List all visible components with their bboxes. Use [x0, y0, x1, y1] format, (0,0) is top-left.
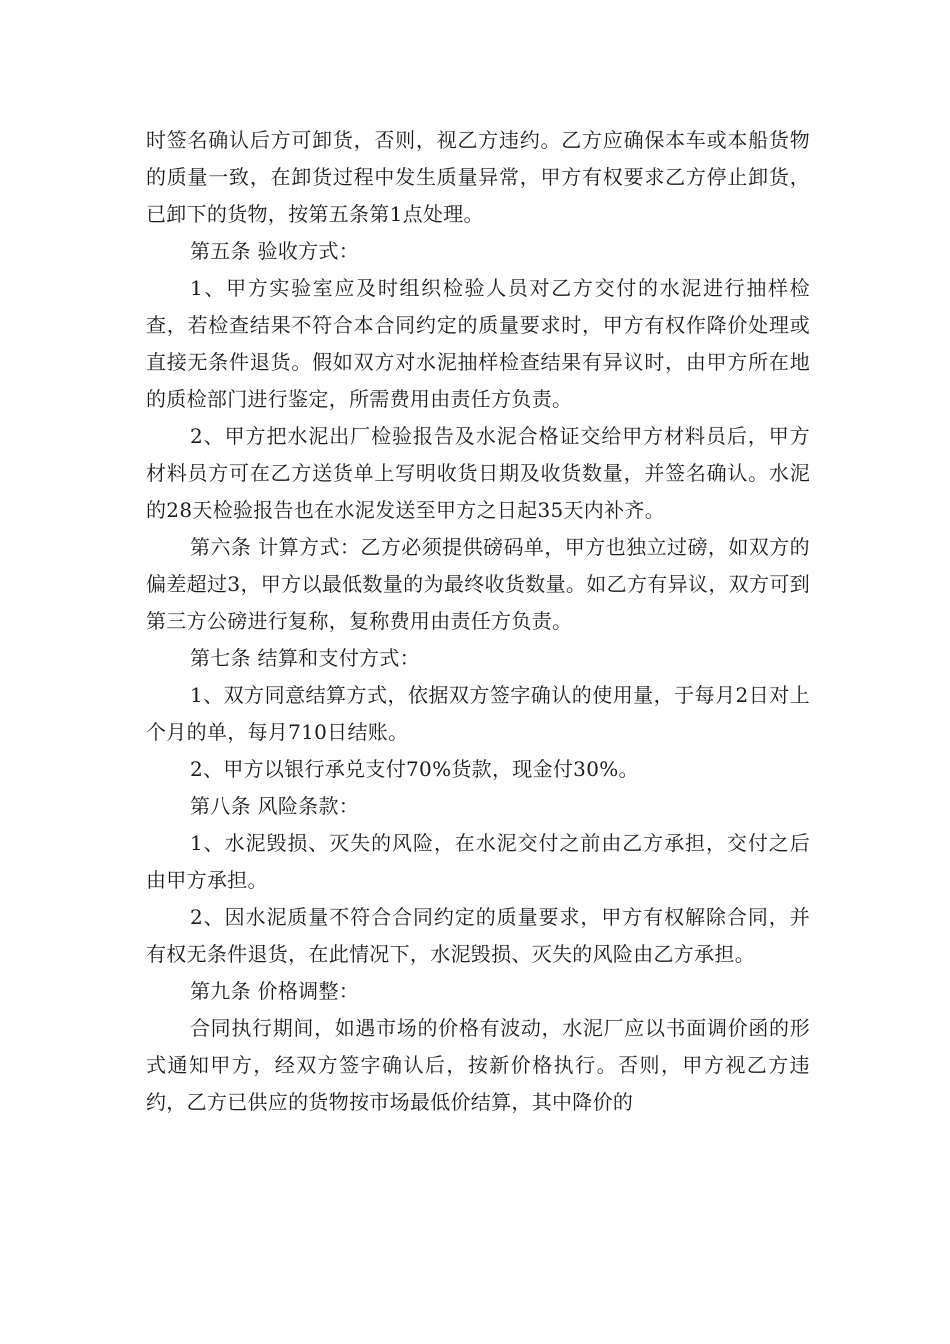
article-8-clause-2: 2、因水泥质量不符合合同约定的质量要求，甲方有权解除合同，并有权无条件退货，在此情况下，水泥毁损、灭失的风险由乙方承担。	[146, 905, 810, 966]
article-5-clause-2: 2、甲方把水泥出厂检验报告及水泥合格证交给甲方材料员后，甲方材料员方可在乙方送货单上写明收货日期及收货数量，并签名确认。水泥的28天检验报告也在水泥发送至甲方之日起35天内补齐。	[146, 424, 810, 522]
article-5-clause-1: 1、甲方实验室应及时组织检验人员对乙方交付的水泥进行抽样检查，若检查结果不符合本合同约定的质量要求时，甲方有权作降价处理或直接无条件退货。假如双方对水泥抽样检查结果有异议时，由甲方所在地的质检部门进行鉴定，所需费用由责任方负责。	[146, 276, 810, 411]
article-5-heading: 第五条 验收方式：	[190, 239, 360, 263]
article-7-clause-1: 1、双方同意结算方式，依据双方签字确认的使用量，于每月2日对上个月的单，每月710日结账。	[146, 683, 810, 744]
article-6-paragraph: 第六条 计算方式：乙方必须提供磅码单，甲方也独立过磅，如双方的偏差超过3，甲方以最低数量的为最终收货数量。如乙方有异议，双方可到第三方公磅进行复称，复称费用由责任方负责。	[146, 535, 810, 633]
paragraph-continuation: 时签名确认后方可卸货，否则，视乙方违约。乙方应确保本车或本船货物的质量一致，在卸货过程中发生质量异常，甲方有权要求乙方停止卸货，已卸下的货物，按第五条第1点处理。	[146, 128, 810, 226]
article-7-clause-2: 2、甲方以银行承兑支付70%货款，现金付30%。	[190, 757, 639, 781]
article-8-clause-1: 1、水泥毁损、灭失的风险，在水泥交付之前由乙方承担，交付之后由甲方承担。	[146, 831, 810, 892]
article-7-heading: 第七条 结算和支付方式：	[190, 646, 420, 670]
article-9-heading: 第九条 价格调整：	[190, 979, 360, 1003]
article-8-heading: 第八条 风险条款：	[190, 794, 360, 818]
article-9-paragraph: 合同执行期间，如遇市场的价格有波动，水泥厂应以书面调价函的形式通知甲方，经双方签字确认后，按新价格执行。否则，甲方视乙方违约，乙方已供应的货物按市场最低价结算，其中降价的	[146, 1016, 810, 1114]
document-page	[146, 122, 810, 1121]
